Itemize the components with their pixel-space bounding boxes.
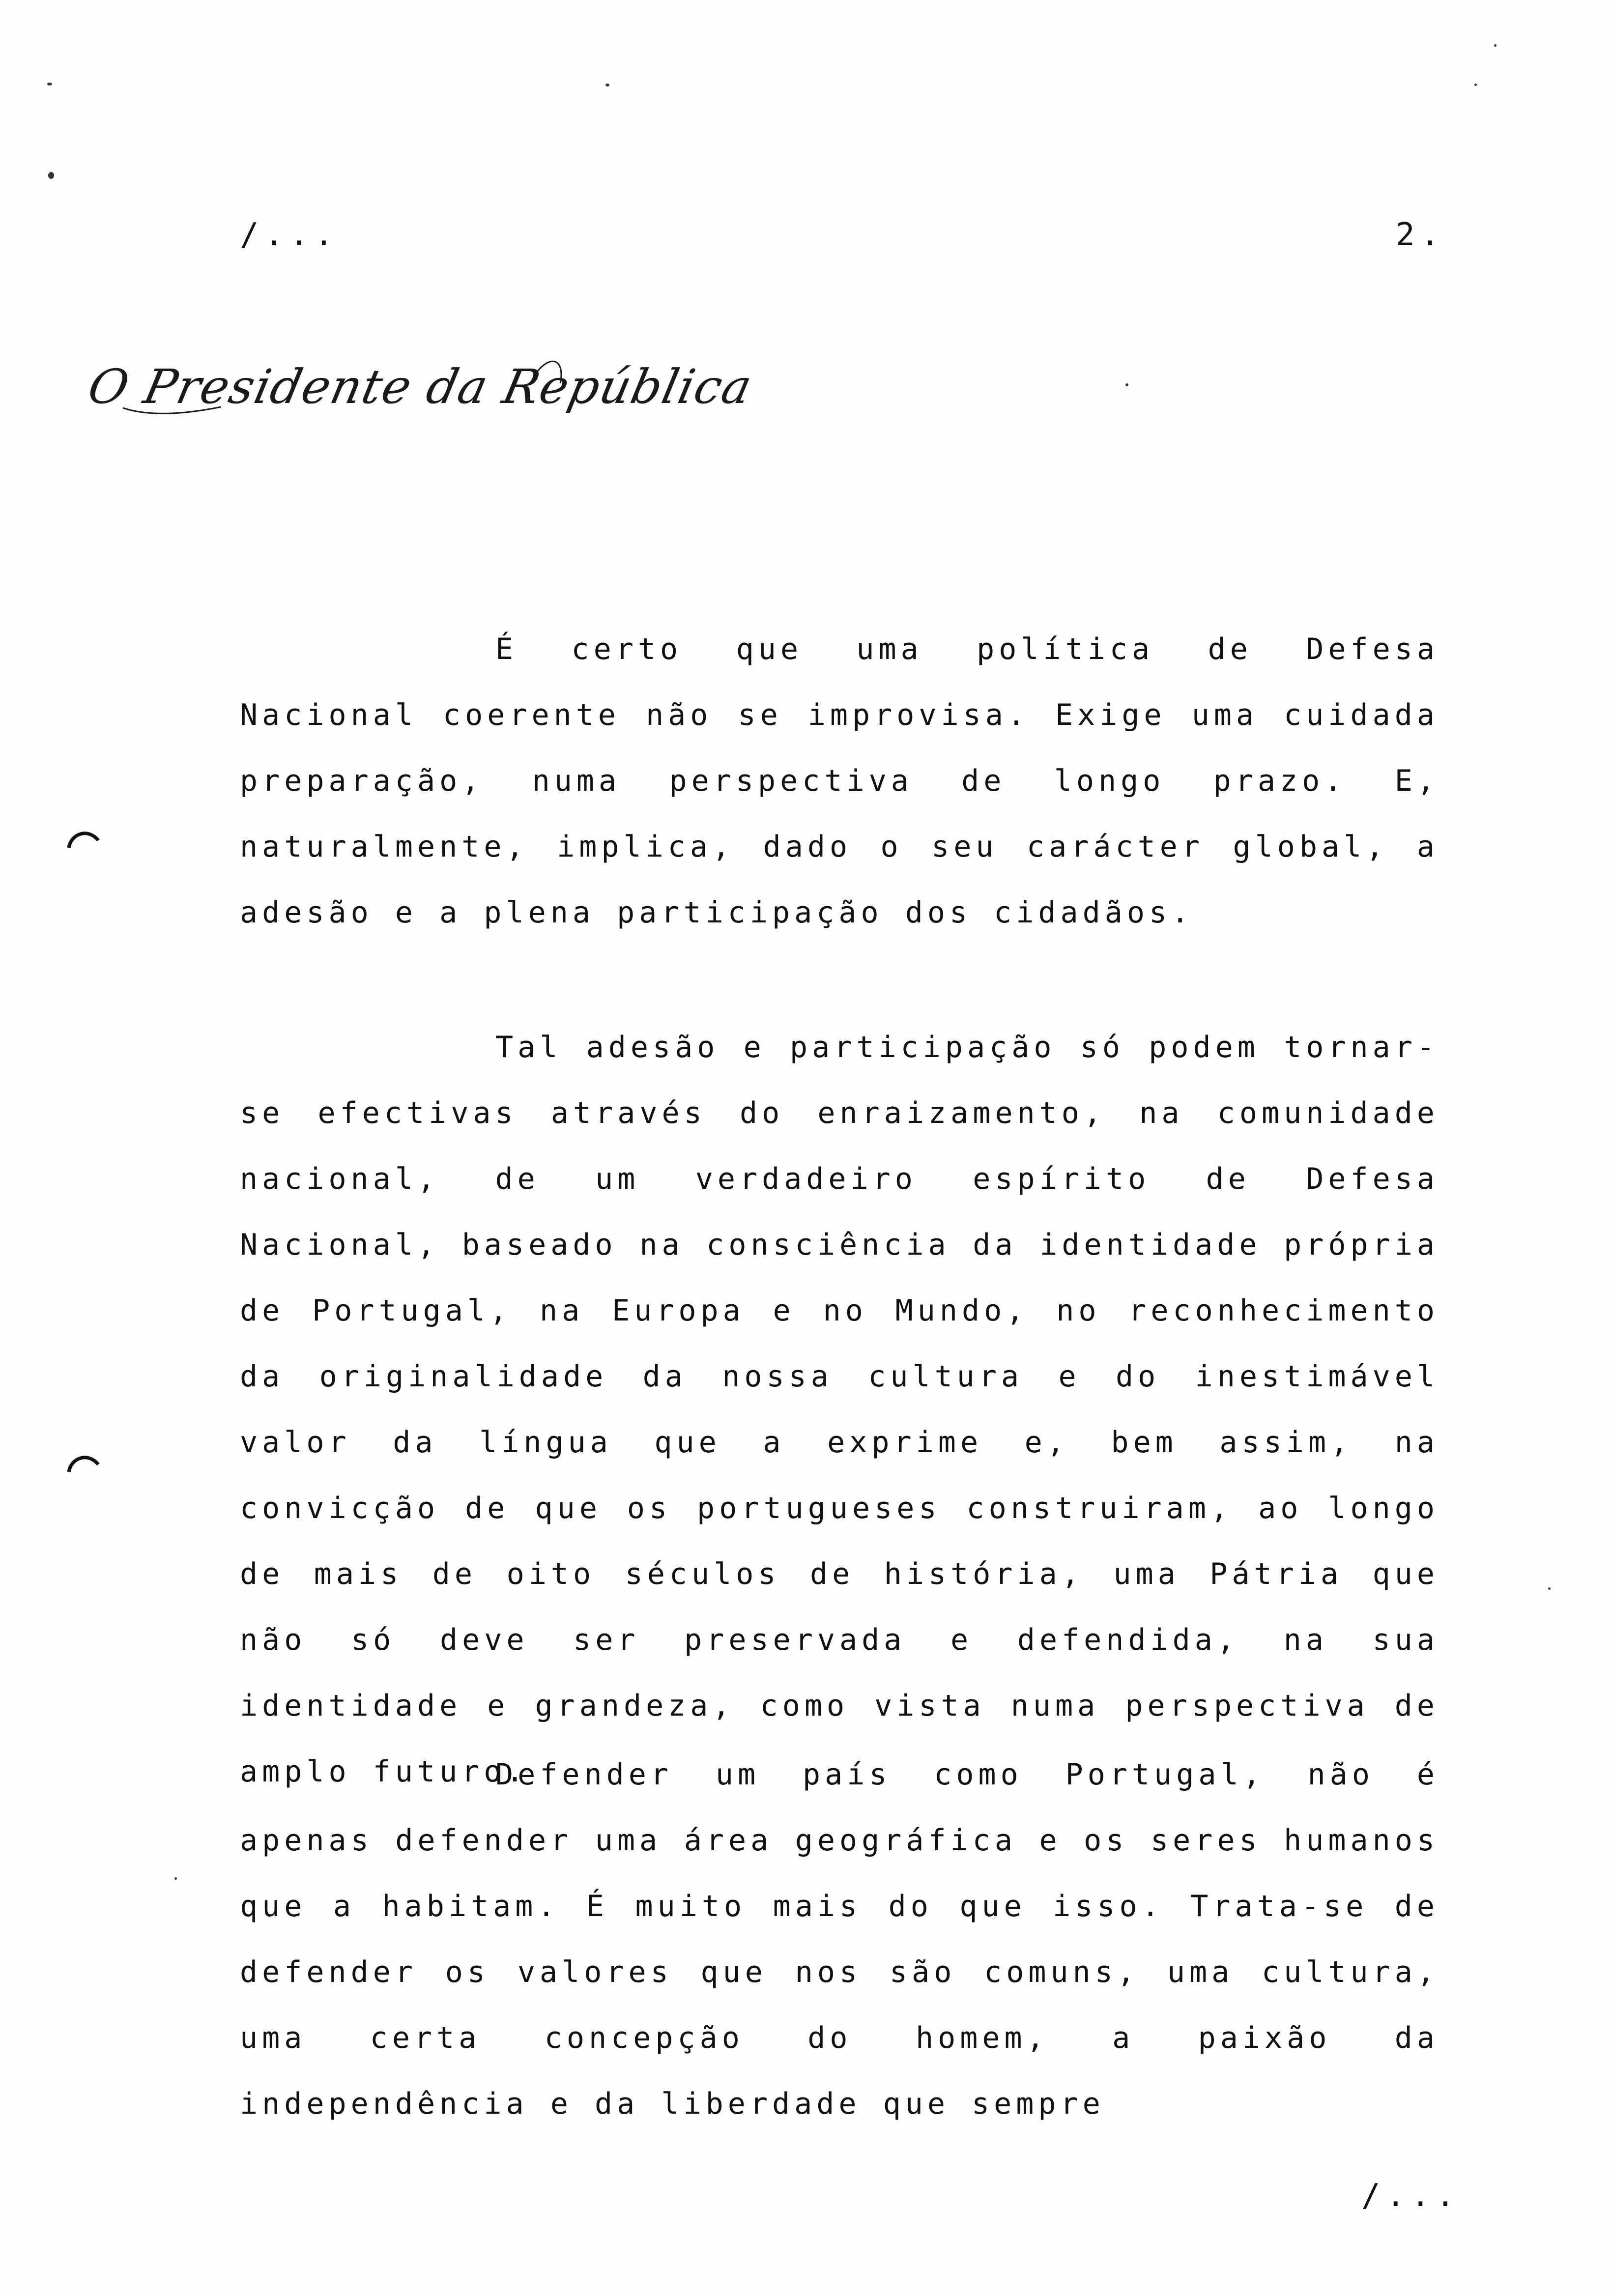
- svg-text:O Presidente da República: O Presidente da República: [83, 359, 758, 414]
- letterhead-signature: [83, 344, 758, 428]
- page-number: 2.: [1396, 217, 1446, 253]
- scan-speck: [1548, 1587, 1551, 1590]
- scan-speck: [1474, 84, 1477, 86]
- scan-speck: [605, 84, 609, 86]
- scan-speck: [48, 172, 54, 179]
- scan-speck: [174, 1877, 177, 1880]
- punch-hole-mark: [64, 826, 103, 865]
- scan-speck: [1125, 383, 1128, 386]
- scan-speck: [47, 83, 52, 86]
- paragraph-1: É certo que uma política de Defesa Nacional coerente não se improvisa. Exige uma cuidada preparação, numa perspectiva de longo prazo. E, naturalmente, implica, dado o seu carácter global, a adesão e a plena participação dos cidadãos.: [240, 632, 1439, 930]
- continuation-mark-top: /...: [240, 217, 340, 253]
- punch-hole-mark: [64, 1450, 103, 1489]
- paragraph-2: Tal adesão e participação só podem tornar-se efectivas através do enraizamento, na comunidade nacional, de um verdadeiro espírito de Defesa Nacional, baseado na consciência da identidade própria de Portugal, na Europa e no Mundo, no reconhecimento da originalidade da nossa cultura e do inestimável valor da língua que a exprime e, bem assim, na convicção de que os portugueses construiram, ao longo de mais de oito séculos de história, uma Pátria que não só deve ser preservada e defendida, na sua identidade e grandeza, como vista numa perspectiva de amplo futuro.: [240, 1030, 1439, 1789]
- scan-speck: [1494, 44, 1497, 47]
- paragraph-3: Defender um país como Portugal, não é apenas defender uma área geográfica e os seres humanos que a habitam. É muito mais do que isso. Trata-se de defender os valores que nos são comuns, uma cultura, uma certa concepção do homem, a paixão da independência e da liberdade que sempre: [240, 1757, 1439, 2121]
- continuation-mark-bottom: /...: [1361, 2178, 1461, 2214]
